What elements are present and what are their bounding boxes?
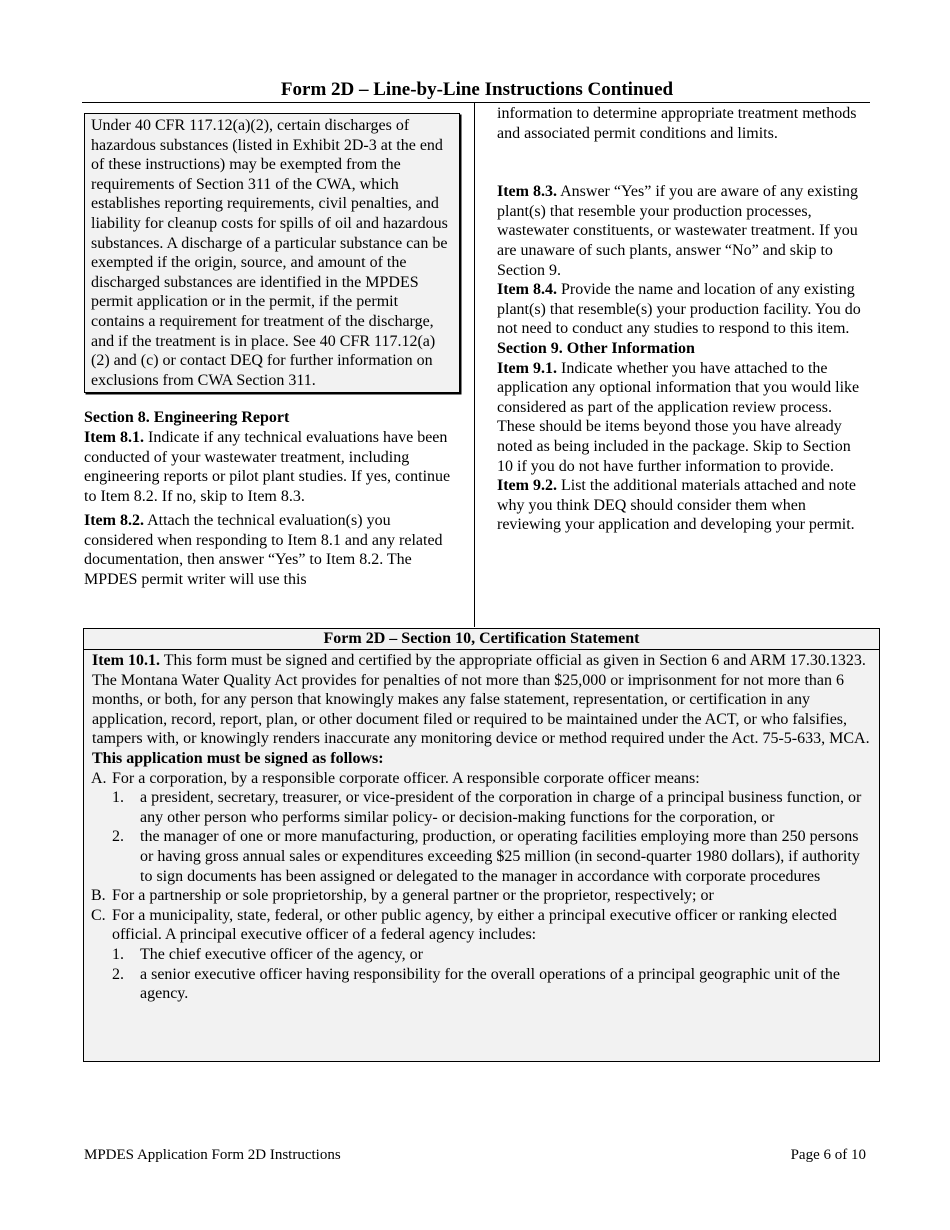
item-8-1-text: Indicate if any technical evaluations have been conducted of your wastewater treatment, including engineering reports or pilot plant studies. If yes, continue to Item 8.2. If no, skip to Item 8.3. — [84, 428, 451, 505]
item-8-3-label: Item 8.3. — [497, 183, 557, 201]
footer-page-number: Page 6 of 10 — [790, 1147, 866, 1163]
footer-document-name: MPDES Application Form 2D Instructions — [84, 1147, 341, 1163]
item-9-1 — [497, 359, 867, 477]
item-8-3 — [497, 182, 867, 280]
cwa-exemption-note-box — [84, 113, 460, 393]
signer-item-a-1 — [84, 788, 871, 827]
signer-item-c-1 — [84, 945, 871, 965]
item-9-2 — [497, 476, 867, 535]
list-marker: A. — [91, 769, 107, 787]
list-marker: B. — [91, 887, 106, 905]
item-8-3-text: Answer “Yes” if you are aware of any existing plant(s) that resemble your production processes, wastewater constituents, or wastewater treatment. If you are unaware of such plants, answer “No” and skip to Section 9. — [497, 183, 858, 279]
signer-item-a-2 — [84, 827, 871, 886]
left-column — [84, 113, 462, 590]
list-item-text: For a corporation, by a responsible corporate officer. A responsible corporate officer means: — [112, 769, 700, 787]
item-8-4 — [497, 280, 867, 339]
section-8-heading: Section 8. Engineering Report — [84, 409, 290, 427]
section-9-heading: Section 9. Other Information — [497, 339, 695, 357]
right-column — [497, 104, 867, 535]
item-8-2-text: Attach the technical evaluation(s) you considered when responding to Item 8.1 and any related documentation, then answer “Yes” to Item 8.2. The MPDES permit writer will use this — [84, 512, 443, 589]
item-8-1-label: Item 8.1. — [84, 428, 144, 446]
item-9-1-label: Item 9.1. — [497, 359, 557, 377]
page-title: Form 2D – Line-by-Line Instructions Continued — [280, 79, 674, 100]
list-item-text: the manager of one or more manufacturing, production, or operating facilities employing more than 250 persons or having gross annual sales or expenditures exceeding $25 million (in second-quarter 1980 dollars), if authority to sign documents has been assigned or delegated to the manager in accordance with corporate procedures — [140, 828, 860, 885]
list-marker: 1. — [112, 789, 124, 807]
note-box-text: Under 40 CFR 117.12(a)(2), certain discharges of hazardous substances (listed in Exhibit 2D-3 at the end of these instructions) may be exempted from the requirements of Section 311 of the CWA, which establishes reporting requirements, civil penalties, and liability for cleanup costs for spills of oil and hazardous substances. A discharge of a particular substance can be exempted if the origin, source, and amount of the discharged substances are identified in the MPDES permit application or in the permit, if the permit contains a requirement for treatment of the discharge, and if the treatment is in place. See 40 CFR 117.12(a)(2) and (c) or contact DEQ for further information on exclusions from CWA Section 311. — [91, 117, 448, 389]
list-marker: 2. — [112, 965, 124, 983]
list-item-text: a president, secretary, treasurer, or vice-president of the corporation in charge of a principal business function, or any other person who performs similar policy- or decision-making functions for the corporation, or — [140, 789, 862, 826]
item-10-1-text: This form must be signed and certified by the appropriate official as given in Section 6 and ARM 17.30.1323. The Montana Water Quality Act provides for penalties of not more than $25,000 or imprisonment for not more than 6 months, or both, for any person that knowingly makes any false statement, representation, or certification in any application, record, report, plan, or other document filed or required to be maintained under the ACT, or who falsifies, tampers with, or knowingly renders inaccurate any monitoring device or method required under the Act. 75-5-633, MCA. — [92, 652, 870, 748]
column-divider — [474, 102, 475, 627]
list-marker: 1. — [112, 945, 124, 963]
item-8-2-continuation: information to determine appropriate treatment methods and associated permit conditions and limits. — [497, 105, 857, 142]
list-item-text: For a municipality, state, federal, or other public agency, by either a principal executive officer or ranking elected official. A principal executive officer of a federal agency includes: — [112, 906, 837, 944]
list-item-text: a senior executive officer having responsibility for the overall operations of a principal geographic unit of the agency. — [140, 965, 840, 1003]
item-10-1-label: Item 10.1. — [92, 652, 160, 669]
item-9-1-text: Indicate whether you have attached to the application any optional information that you would like considered as part of the application review process. These should be items beyond those you have already noted as being included in the package. Skip to Section 10 if you do not have further information to provide. — [497, 359, 860, 475]
certification-body — [84, 650, 879, 1004]
certification-title: Form 2D – Section 10, Certification Statement — [84, 629, 879, 650]
item-10-1 — [92, 651, 871, 749]
list-marker: 2. — [112, 828, 124, 846]
item-8-4-text: Provide the name and location of any existing plant(s) that resemble(s) your production facility. You do not need to conduct any studies to respond to this item. — [497, 281, 861, 338]
header-rule — [82, 102, 870, 103]
certification-statement-box — [83, 628, 880, 1062]
list-item-text: The chief executive officer of the agency, or — [140, 945, 423, 963]
item-9-2-text: List the additional materials attached and note why you think DEQ should consider them when reviewing your application and developing your permit. — [497, 477, 856, 534]
signer-item-c — [84, 906, 871, 945]
item-8-4-label: Item 8.4. — [497, 281, 557, 299]
item-8-2-label: Item 8.2. — [84, 512, 144, 530]
signing-heading: This application must be signed as follows: — [92, 749, 384, 767]
list-marker: C. — [91, 906, 106, 924]
list-item-text: For a partnership or sole proprietorship, by a general partner or the proprietor, respectively; or — [112, 887, 714, 905]
signer-item-c-2 — [84, 965, 871, 1004]
item-8-2 — [84, 511, 462, 589]
item-8-1 — [84, 428, 462, 506]
signer-item-b — [84, 886, 871, 906]
item-9-2-label: Item 9.2. — [497, 477, 557, 495]
signer-item-a — [84, 769, 871, 789]
